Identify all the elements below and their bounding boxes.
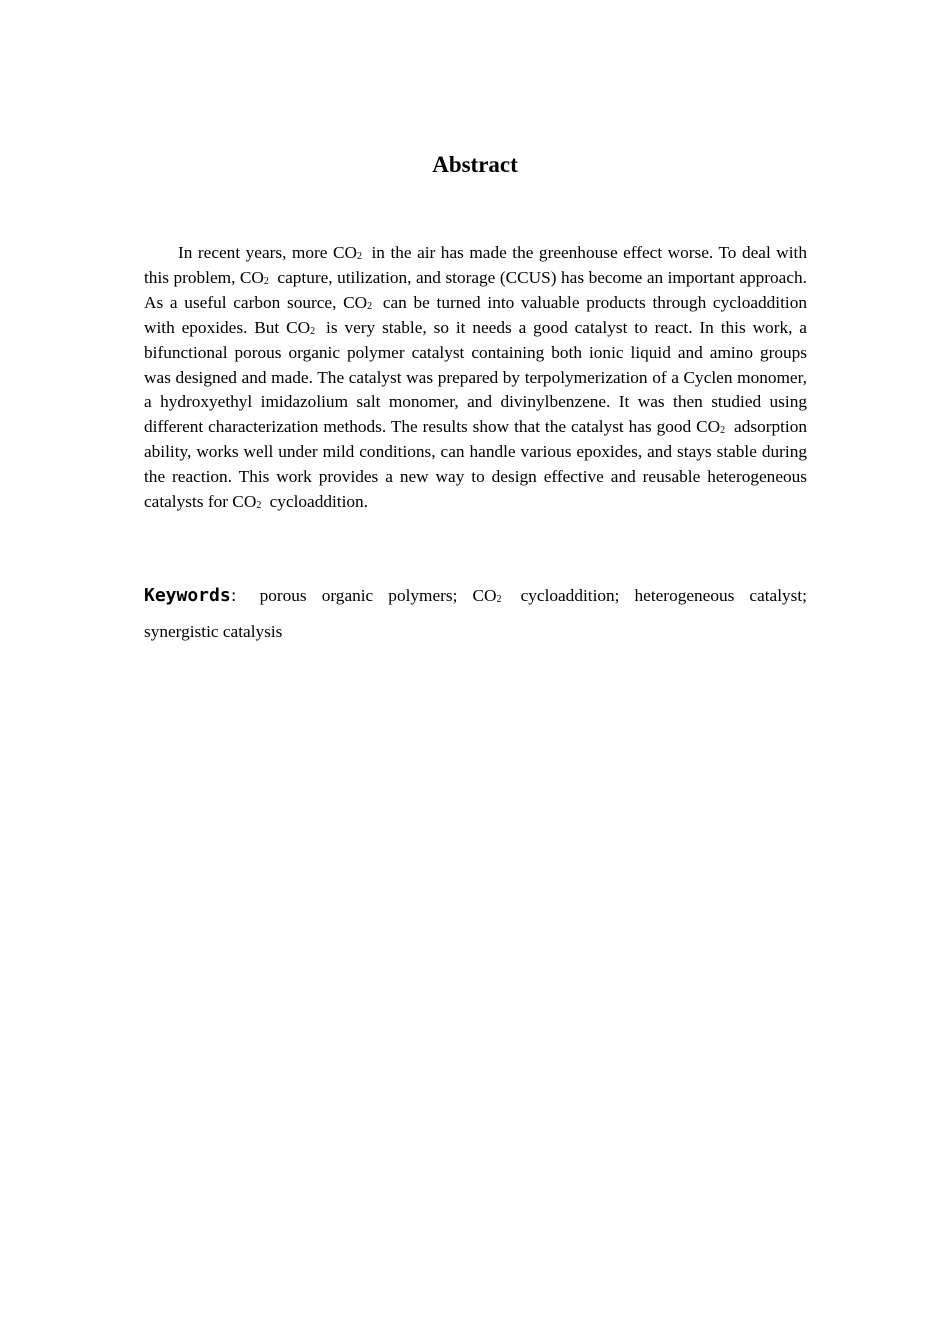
keywords-line [144, 578, 807, 649]
subscript: 2 [720, 425, 726, 437]
keywords-text: cycloaddition; heterogeneous catalyst; synergistic catalysis [144, 586, 807, 641]
subscript: 2 [310, 325, 316, 337]
abstract-text: cycloaddition. [265, 492, 369, 512]
keywords-text: porous organic polymers; CO [259, 586, 497, 605]
keywords-colon: : [230, 586, 237, 606]
abstract-text: In recent years, more CO [178, 243, 357, 262]
abstract-text: is very stable, so it needs a good catalyst to react. In this work, a bifunctional porous organic polymer catalyst containing both ionic liquid and amino groups was designed and made. The catalyst was prepared by terpolymerization of a Cyclen monomer, a hydroxyethyl imidazolium salt monomer, and divinylbenzene. It was then studied using different characterization methods. The results show that the catalyst has good CO [144, 317, 807, 437]
subscript: 2 [263, 275, 269, 287]
keywords-label: Keywords [144, 585, 231, 606]
subscript: 2 [256, 500, 262, 512]
abstract-text: adsorption ability, works well under mild conditions, can handle various epoxides, and stays stable during the reaction. This work provides a new way to design effective and reusable heterogeneous catalysts for CO [144, 417, 808, 512]
subscript: 2 [356, 251, 362, 262]
subscript: 2 [496, 594, 502, 605]
abstract-text: capture, utilization, and storage (CCUS) has become an important approach. As a useful carbon source, CO [144, 267, 807, 312]
subscript: 2 [367, 300, 373, 312]
abstract-text: in the air has made the greenhouse effect worse. To deal with this problem, CO [144, 243, 807, 287]
abstract-paragraph [144, 241, 807, 515]
page-title: Abstract [432, 152, 518, 177]
abstract-text: can be turned into valuable products through cycloaddition with epoxides. But CO [144, 292, 807, 337]
